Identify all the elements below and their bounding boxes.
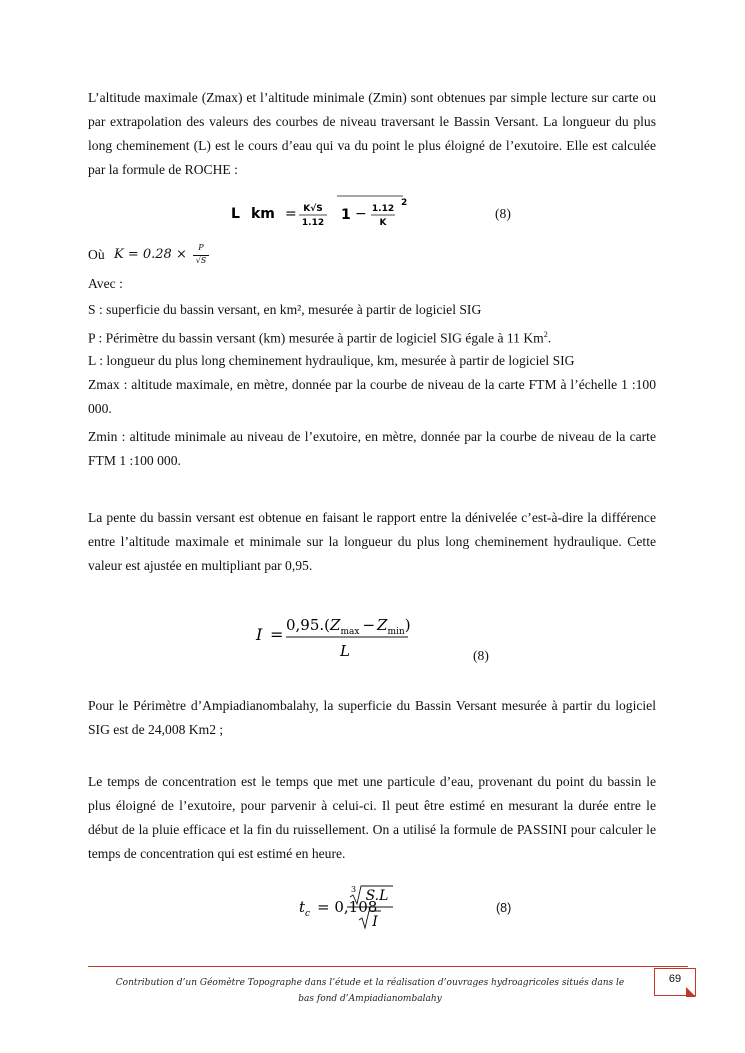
eq1-frac-den: 1.12	[301, 218, 325, 228]
eq2-z-min: Z	[377, 616, 388, 634]
paragraph-superficie: Pour le Périmètre d’Ampiadianombalahy, la superficie du Bassin Versant mesurée à partir du logiciel SIG est de 24,008 Km2 ;	[88, 698, 656, 737]
definition-p-text: P : Périmètre du bassin versant (km) mesurée à partir de logiciel SIG égale à 11 Km	[88, 330, 544, 346]
eq2-coef: 0,95.(	[286, 616, 331, 634]
definition-p-end: .	[547, 330, 552, 346]
where-prefix: Où	[88, 247, 105, 262]
page-number: 69	[654, 968, 696, 996]
eq2-minus: −	[362, 616, 376, 634]
eq2-equals: =	[270, 625, 284, 644]
eq1-inner-num: 1.12	[371, 204, 395, 214]
eq1-exponent: 2	[401, 198, 408, 208]
paragraph-altitudes: L’altitude maximale (Zmax) et l’altitude minimale (Zmin) sont obtenues par simple lecture sur carte ou par extrapolation des valeurs des courbes de niveau traversant le Bassin Versant. La longueur du plus long cheminement (L) est le cours d’eau qui va du point le plus éloigné de l’exutoire. Elle est calculée par la formule de ROCHE :	[88, 90, 656, 177]
eq1-number: (8)	[495, 206, 511, 221]
definition-zmin: Zmin : altitude minimale au niveau de l’exutoire, en mètre, donnée par la courbe de niveau de la carte FTM 1 :100 000.	[88, 429, 656, 468]
eq1-lhs-l: L	[231, 206, 240, 222]
eq1-minus: −	[355, 206, 367, 222]
eq2-close: )	[404, 616, 411, 634]
definition-p	[88, 325, 656, 349]
where-k-line	[88, 243, 288, 273]
footer-rule	[88, 966, 688, 967]
eq2-z-max: Z	[330, 616, 341, 634]
paragraph-pente: La pente du bassin versant est obtenue en faisant le rapport entre la dénivelée c’est-à-dire la différence entre l’altitude maximale et minimale sur la longueur du plus long cheminement hydraulique. Cette valeur est ajustée en multipliant par 0,95.	[88, 510, 656, 573]
eq3-denominator: I	[372, 914, 378, 930]
eq1-inner-den: K	[379, 218, 387, 228]
definition-zmax: Zmax : altitude maximale, en mètre, donnée par la courbe de niveau de la carte FTM à l’échelle 1 :100 000.	[88, 377, 656, 416]
eq1-lhs-km: km	[251, 206, 275, 222]
eq3-root-index: 3	[351, 885, 357, 894]
eq3-number: (8)	[496, 901, 512, 915]
page-number-fold-icon	[686, 987, 696, 997]
eq1-equals: =	[285, 206, 297, 222]
eq3-equals-coef: = 0,108	[317, 898, 378, 916]
avec-label: Avec :	[88, 276, 123, 291]
eq1-frac-num: K√S	[303, 204, 323, 214]
definition-l: L : longueur du plus long cheminement hydraulique, km, mesurée à partir de logiciel SIG	[88, 353, 575, 368]
definition-p-superscript: 2	[543, 330, 548, 339]
eq3-numerator: S.L	[365, 888, 389, 904]
where-frac-den: √S	[195, 256, 207, 265]
eq2-sub-min: min	[387, 627, 405, 637]
equation-slope	[250, 608, 420, 664]
eq2-lhs: I	[256, 625, 263, 644]
where-k-lhs: K = 0.28 ×	[114, 247, 187, 262]
eq2-number: (8)	[473, 648, 489, 663]
paragraph-temps-concentration: Le temps de concentration est le temps que met une particule d’eau, provenant du point du bassin le plus éloigné de l’exutoire, pour parvenir à celui-ci. Il peut être estimé en mesurant la durée entre le début de la pluie efficace et la fin du ruissellement. On a utilisé la formule de PASSINI pour calculer le temps de concentration qui est estimé en heure.	[88, 774, 656, 861]
eq2-sub-max: max	[340, 627, 360, 637]
where-frac-num: P	[198, 243, 204, 252]
eq1-one: 1	[341, 207, 351, 223]
equation-roche	[225, 192, 425, 234]
eq2-denominator: L	[340, 642, 350, 660]
eq3-sub-c: c	[305, 909, 311, 919]
equation-passini	[295, 882, 415, 934]
eq3-t: t	[299, 898, 306, 916]
eq3-lhs	[299, 898, 310, 919]
definition-s: S : superficie du bassin versant, en km², mesurée à partir de logiciel SIG	[88, 302, 482, 317]
eq2-numerator	[286, 616, 411, 637]
footer-text: Contribution d’un Géomètre Topographe dans l’étude et la réalisation d’ouvrages hydroagricoles situés dans le bas fond d’Ampiadianombalahy	[115, 978, 625, 1004]
